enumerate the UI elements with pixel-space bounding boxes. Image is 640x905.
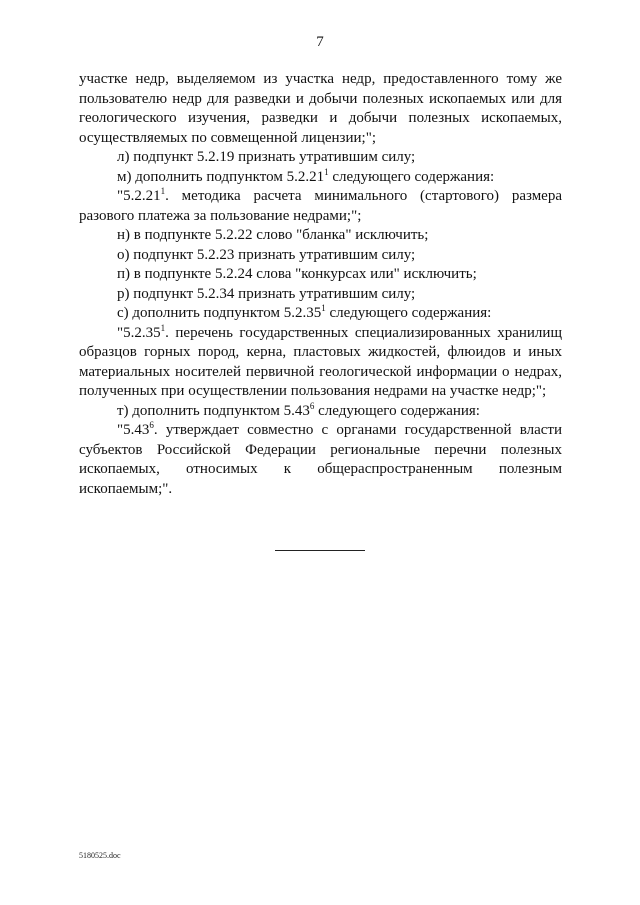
paragraph-text: "5.43 — [117, 422, 150, 438]
paragraph — [79, 324, 562, 402]
paragraph-text: м) дополнить подпунктом 5.2.21 — [117, 168, 325, 185]
paragraph: п) в подпункте 5.2.24 слова "конкурсах или" исключить; — [117, 266, 477, 282]
superscript: 1 — [324, 166, 329, 177]
superscript: 1 — [321, 303, 326, 313]
paragraph-text: . методика расчета минимального (стартового) размера разового платежа за пользование недрами;"; — [79, 188, 562, 224]
paragraph-text: "5.2.21 — [117, 188, 161, 204]
superscript: 1 — [160, 322, 166, 333]
paragraph: л) подпункт 5.2.19 признать утратившим силу; — [117, 149, 416, 165]
superscript: 6 — [309, 400, 315, 411]
paragraph: р) подпункт 5.2.34 признать утратившим силу; — [117, 285, 416, 302]
paragraph — [79, 187, 562, 226]
paragraph-text: следующего содержания: — [328, 168, 495, 185]
paragraph: участке недр, выделяемом из участка недр, предоставленного тому же пользователю недр для разведки и добычи полезных ископаемых или для геологического изучения, разведки и добычи полезных ископаемых, осуществляемых по совмещенной лицензии;"; — [79, 71, 562, 146]
paragraph — [79, 402, 562, 422]
superscript: 1 — [160, 186, 166, 196]
paragraph — [79, 421, 562, 499]
paragraph-text: . утверждает совместно с органами государственной власти субъектов Российской Федерации региональные перечни полезных ископаемых, относимых к общераспространенным полезным ископаемым;". — [79, 422, 562, 497]
paragraph — [79, 304, 562, 324]
page-number: 7 — [316, 34, 324, 50]
paragraph-text: следующего содержания: — [325, 305, 492, 321]
paragraph-text: "5.2.35 — [117, 324, 161, 341]
paragraph-text: с) дополнить подпунктом 5.2.35 — [117, 305, 322, 321]
closing-divider — [275, 550, 365, 551]
footer-doc-code: 5180525.doc — [79, 851, 121, 860]
document-body — [79, 70, 562, 499]
paragraph — [79, 168, 562, 188]
paragraph: о) подпункт 5.2.23 признать утратившим силу; — [117, 246, 416, 263]
paragraph-text: т) дополнить подпунктом 5.43 — [117, 402, 310, 419]
paragraph: н) в подпункте 5.2.22 слово "бланка" исключить; — [117, 227, 429, 243]
paragraph-text: . перечень государственных специализированных хранилищ образцов горных пород, керна, пластовых жидкостей, флюидов и иных материальных носителей первичной геологической информации о недрах, полученных при осуществлении пользования недрами на участке недр;"; — [79, 324, 562, 399]
paragraph-text: следующего содержания: — [314, 402, 480, 419]
superscript: 6 — [149, 420, 154, 430]
